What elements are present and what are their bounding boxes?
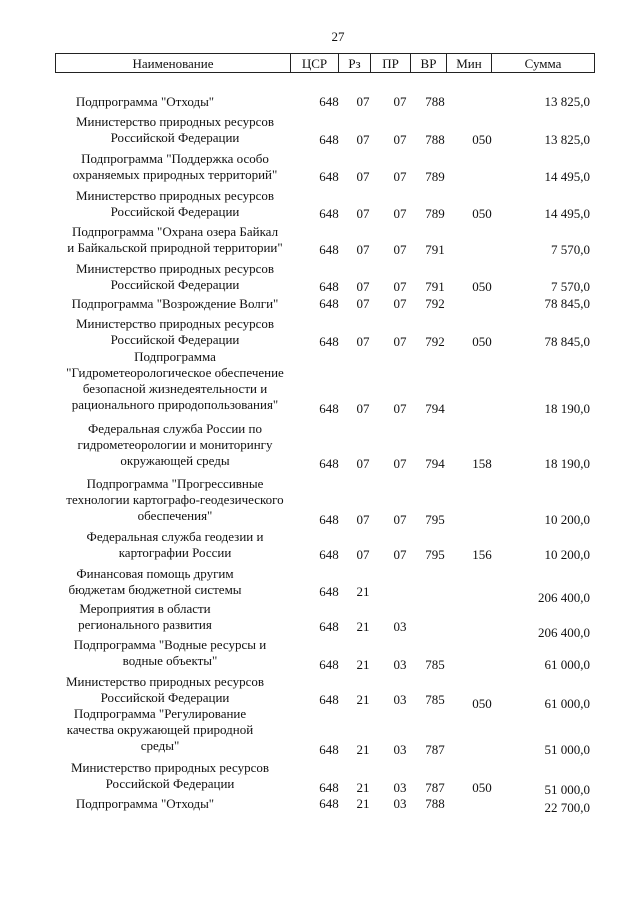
row-csr: 648 [319,657,339,672]
column-header-pr: ПР [371,54,411,72]
row-csr: 648 [319,547,339,562]
row-name: Подпрограмма "Регулирование качества окружающей природной среды" [66,706,254,753]
row-csr: 648 [319,94,339,109]
row-vr: 788 [425,94,445,109]
row-vr: 789 [425,169,445,184]
row-csr: 648 [319,619,339,634]
row-sum: 51 000,0 [544,742,590,757]
row-name: Финансовая помощь другим бюджетам бюджетной системы [68,566,242,597]
row-rz: 21 [356,657,370,672]
row-vr: 794 [425,456,445,471]
row-min: 050 [472,780,492,795]
row-name: Министерство природных ресурсов Российской Федерации [75,188,275,219]
row-csr: 648 [319,242,339,257]
row-csr: 648 [319,780,339,795]
row-vr: 795 [425,547,445,562]
row-rz: 07 [356,132,370,147]
row-name: Федеральная служба геодезии и картографии России [86,529,264,560]
row-vr: 791 [425,242,445,257]
row-vr: 788 [425,132,445,147]
row-rz: 21 [356,584,370,599]
row-csr: 648 [319,334,339,349]
row-pr: 07 [393,334,407,349]
row-pr: 03 [393,742,407,757]
row-rz: 07 [356,456,370,471]
row-name: Министерство природных ресурсов Российской Федерации [65,674,265,705]
row-pr: 07 [393,547,407,562]
row-name: Министерство природных ресурсов Российской Федерации [75,114,275,145]
row-name: Министерство природных ресурсов Российской Федерации [75,316,275,347]
row-vr: 788 [425,796,445,811]
row-name: Подпрограмма "Гидрометеорологическое обеспечение безопасной жизнедеятельности и рационального природопользования" [66,349,284,412]
row-csr: 648 [319,206,339,221]
row-rz: 07 [356,296,370,311]
row-csr: 648 [319,742,339,757]
row-vr: 792 [425,296,445,311]
row-name: Подпрограмма "Охрана озера Байкал и Байкальской природной территории" [67,224,283,255]
row-csr: 648 [319,796,339,811]
row-min: 156 [472,547,492,562]
row-name: Министерство природных ресурсов Российской Федерации [70,760,270,791]
row-sum: 61 000,0 [544,696,590,711]
row-min: 050 [472,279,492,294]
row-rz: 21 [356,796,370,811]
row-sum: 22 700,0 [544,800,590,815]
row-pr: 07 [393,279,407,294]
row-vr: 789 [425,206,445,221]
row-vr: 792 [425,334,445,349]
row-csr: 648 [319,279,339,294]
row-csr: 648 [319,584,339,599]
row-rz: 21 [356,742,370,757]
row-sum: 61 000,0 [544,657,590,672]
row-pr: 03 [393,619,407,634]
row-pr: 03 [393,796,407,811]
row-pr: 03 [393,780,407,795]
row-name: Подпрограмма "Возрождение Волги" [71,296,279,311]
row-sum: 14 495,0 [544,206,590,221]
row-vr: 795 [425,512,445,527]
row-csr: 648 [319,169,339,184]
row-csr: 648 [319,692,339,707]
row-vr: 787 [425,742,445,757]
row-pr: 07 [393,242,407,257]
row-pr: 07 [393,132,407,147]
row-rz: 21 [356,692,370,707]
row-vr: 785 [425,657,445,672]
row-sum: 13 825,0 [544,132,590,147]
row-sum: 7 570,0 [551,242,590,257]
row-sum: 10 200,0 [544,547,590,562]
column-header-min: Мин [447,54,492,72]
row-rz: 07 [356,547,370,562]
row-rz: 07 [356,242,370,257]
row-sum: 78 845,0 [544,334,590,349]
row-name: Подпрограмма "Отходы" [75,796,215,811]
row-sum: 206 400,0 [538,625,590,640]
row-csr: 648 [319,512,339,527]
row-vr: 785 [425,692,445,707]
row-pr: 07 [393,401,407,416]
row-rz: 21 [356,780,370,795]
row-rz: 21 [356,619,370,634]
column-header-csr: ЦСР [291,54,339,72]
row-name: Подпрограмма "Поддержка особо охраняемых природных территорий" [72,151,278,182]
row-min: 050 [472,132,492,147]
row-sum: 10 200,0 [544,512,590,527]
column-header-vr: ВР [411,54,447,72]
row-sum: 51 000,0 [544,782,590,797]
row-sum: 18 190,0 [544,401,590,416]
column-header-rz: Рз [339,54,371,72]
row-vr: 791 [425,279,445,294]
row-pr: 03 [393,657,407,672]
row-sum: 13 825,0 [544,94,590,109]
page-number: 27 [331,29,345,44]
row-sum: 78 845,0 [544,296,590,311]
row-rz: 07 [356,401,370,416]
row-vr: 787 [425,780,445,795]
row-csr: 648 [319,401,339,416]
row-csr: 648 [319,132,339,147]
row-sum: 14 495,0 [544,169,590,184]
row-pr: 07 [393,456,407,471]
row-rz: 07 [356,334,370,349]
row-min: 050 [472,696,492,711]
row-rz: 07 [356,512,370,527]
column-header-sum: Сумма [524,56,562,71]
row-rz: 07 [356,94,370,109]
row-name: Подпрограмма "Водные ресурсы и водные объекты" [73,637,267,668]
row-name: Подпрограмма "Прогрессивные технологии картографо-геодезического обеспечения" [66,476,284,523]
column-header-name: Наименование [56,54,291,72]
row-sum: 206 400,0 [538,590,590,605]
row-pr: 03 [393,692,407,707]
row-pr: 07 [393,512,407,527]
row-rz: 07 [356,169,370,184]
table-header [55,53,595,73]
row-sum: 7 570,0 [551,279,590,294]
row-pr: 07 [393,94,407,109]
row-pr: 07 [393,296,407,311]
row-sum: 18 190,0 [544,456,590,471]
row-name: Министерство природных ресурсов Российской Федерации [75,261,275,292]
row-name: Подпрограмма "Отходы" [75,94,215,109]
row-min: 050 [472,206,492,221]
row-pr: 07 [393,169,407,184]
row-vr: 794 [425,401,445,416]
row-min: 050 [472,334,492,349]
row-name: Мероприятия в области регионального развития [78,601,212,632]
row-min: 158 [472,456,492,471]
row-csr: 648 [319,456,339,471]
row-name: Федеральная служба России по гидрометеорологии и мониторингу окружающей среды [77,421,273,468]
row-rz: 07 [356,206,370,221]
row-rz: 07 [356,279,370,294]
row-csr: 648 [319,296,339,311]
row-pr: 07 [393,206,407,221]
